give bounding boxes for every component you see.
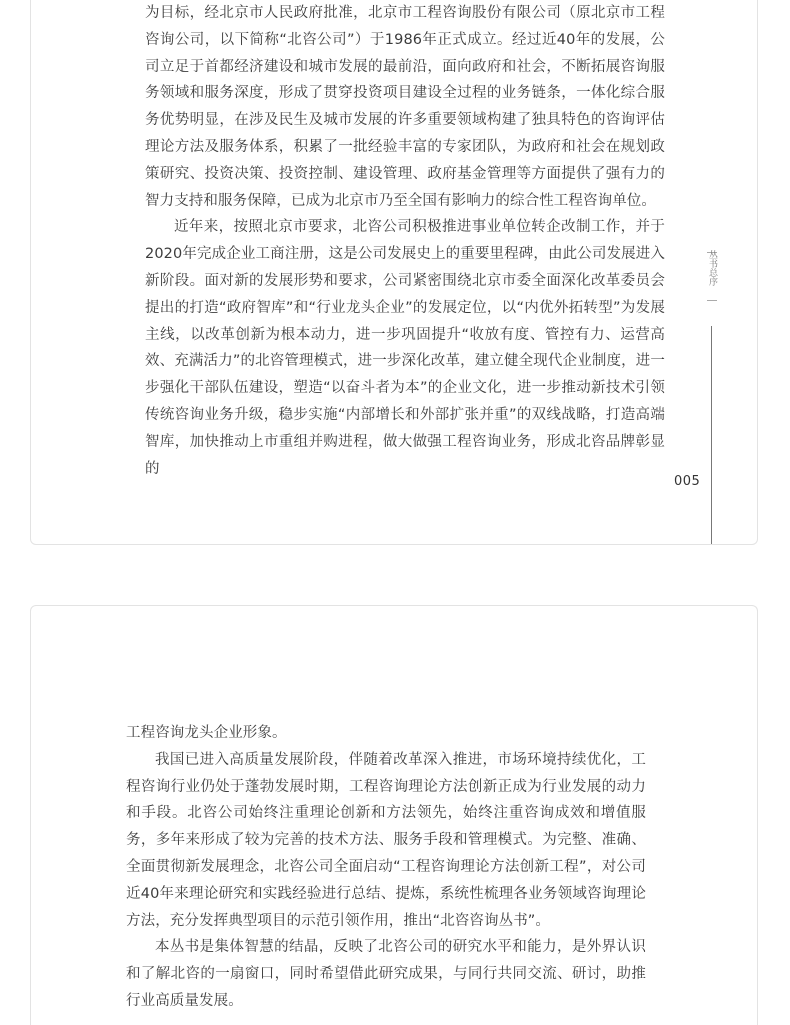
- paragraph: 工程咨询龙头企业形象。: [126, 725, 287, 741]
- paragraph: 为目标，经北京市人民政府批准，北京市工程咨询股份有限公司（原北京市工程咨询公司，以下简称“北咨公司”）于1986年正式成立。经过近40年的发展，公司立足于首都经济建设和城市发展的最前沿，面向政府和社会，不断拓展咨询服务领域和服务深度，形成了贯穿投资项目建设全过程的业务链条，一体化综合服务优势明显，在涉及民生及城市发展的许多重要领域构建了独具特色的咨询评估理论方法及服务体系，积累了一批经验丰富的专家团队，为政府和社会在规划政策研究、投资决策、投资控制、建设管理、政府基金管理等方面提供了强有力的智力支持和服务保障，已成为北京市乃至全国有影响力的综合性工程咨询单位。: [145, 5, 665, 209]
- running-side-title: 丛书总序: [707, 250, 717, 286]
- page-number: 005: [674, 474, 701, 489]
- book-page-005: [30, 0, 758, 545]
- page-body-text: [145, 0, 665, 482]
- paragraph: 本丛书是集体智慧的结晶，反映了北咨公司的研究水平和能力，是外界认识和了解北咨的一扇窗口，同时希望借此研究成果，与同行共同交流、研讨，助推行业高质量发展。: [126, 939, 646, 1009]
- paragraph: 我国已进入高质量发展阶段，伴随着改革深入推进，市场环境持续优化，工程咨询行业仍处于蓬勃发展时期，工程咨询理论方法创新正成为行业发展的动力和手段。北咨公司始终注重理论创新和方法领先，始终注重咨询成效和增值服务，多年来形成了较为完善的技术方法、服务手段和管理模式。为完整、准确、全面贯彻新发展理念，北咨公司全面启动“工程咨询理论方法创新工程”，对公司近40年来理论研究和实践经验进行总结、提炼，系统性梳理各业务领域咨询理论方法，充分发挥典型项目的示范引领作用，推出“北咨咨询丛书”。: [126, 751, 646, 929]
- side-vertical-rule: [711, 326, 712, 545]
- side-title-dash-bottom: [707, 300, 717, 301]
- paragraph: 近年来，按照北京市要求，北咨公司积极推进事业单位转企改制工作，并于2020年完成企业工商注册，这是公司发展史上的重要里程碑，由此公司发展进入新阶段。面对新的发展形势和要求，公司紧密围绕北京市委全面深化改革委员会提出的打造“政府智库”和“行业龙头企业”的发展定位，以“内优外拓转型”为发展主线，以改革创新为根本动力，进一步巩固提升“收放有度、管控有力、运营高效、充满活力”的北咨管理模式，进一步深化改革，建立健全现代企业制度，进一步强化干部队伍建设，塑造“以奋斗者为本”的企业文化，进一步推动新技术引领传统咨询业务升级，稳步实施“内部增长和外部扩张并重”的双线战略，打造高端智库，加快推动上市重组并购进程，做大做强工程咨询业务，形成北咨品牌彰显的: [145, 219, 665, 477]
- book-page-006: [30, 605, 758, 1025]
- page-body-text: [126, 720, 646, 1015]
